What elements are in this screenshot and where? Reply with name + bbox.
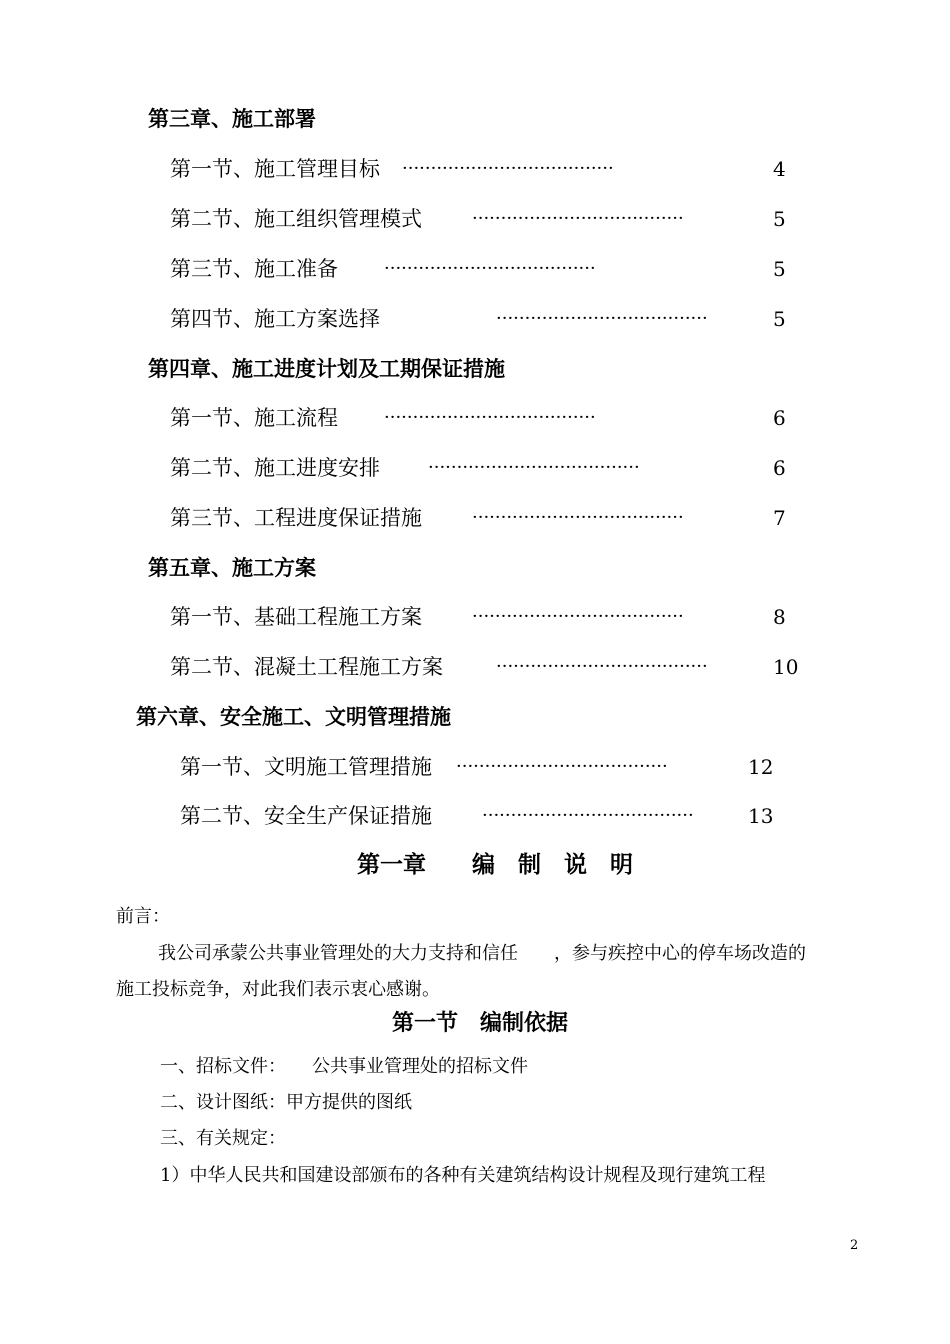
toc-section-title: 第一节、施工流程 xyxy=(170,406,338,430)
toc-section-title: 第一节、文明施工管理措施 xyxy=(180,755,432,779)
toc-page-number: 4 xyxy=(773,157,786,181)
toc-leader: ····································· xyxy=(472,507,684,528)
basis-item-label: 一、招标文件： xyxy=(160,1056,286,1077)
toc-chapter-4: 第四章、施工进度计划及工期保证措施 xyxy=(148,356,505,381)
toc-section-title: 第二节、混凝土工程施工方案 xyxy=(170,655,443,679)
toc-page-number: 12 xyxy=(748,755,774,779)
basis-item: 三、有关规定： xyxy=(160,1128,286,1149)
toc-chapter-5: 第五章、施工方案 xyxy=(148,555,316,580)
toc-leader: ····································· xyxy=(496,308,708,329)
basis-item-value: 公共事业管理处的招标文件 xyxy=(312,1056,528,1077)
toc-page-number: 10 xyxy=(773,655,799,679)
toc-section-title: 第一节、基础工程施工方案 xyxy=(170,605,422,629)
toc-page-number: 13 xyxy=(748,804,774,828)
preface-label: 前言： xyxy=(116,906,170,927)
basis-item: 二、设计图纸：甲方提供的图纸 xyxy=(160,1092,412,1113)
toc-section-title: 第一节、施工管理目标 xyxy=(170,157,380,181)
toc-page-number: 5 xyxy=(773,257,786,281)
basis-sub-item: 1）中华人民共和国建设部颁布的各种有关建筑结构设计规程及现行建筑工程 xyxy=(160,1165,766,1186)
toc-page-number: 8 xyxy=(773,605,786,629)
toc-leader: ····································· xyxy=(482,805,694,826)
toc-section-title: 第三节、施工准备 xyxy=(170,257,338,281)
toc-leader: ····································· xyxy=(472,208,684,229)
toc-chapter-6: 第六章、安全施工、文明管理措施 xyxy=(136,704,451,729)
page-number: 2 xyxy=(850,1238,859,1253)
toc-page-number: 7 xyxy=(773,506,786,530)
chapter-heading: 第一章 编 制 说 明 xyxy=(357,851,633,878)
toc-section-title: 第二节、安全生产保证措施 xyxy=(180,804,432,828)
toc-leader: ····································· xyxy=(496,656,708,677)
toc-leader: ····································· xyxy=(402,158,614,179)
toc-leader: ····································· xyxy=(384,407,596,428)
toc-leader: ····································· xyxy=(456,756,668,777)
toc-section-title: 第四节、施工方案选择 xyxy=(170,307,380,331)
toc-leader: ····································· xyxy=(384,258,596,279)
toc-section-title: 第三节、工程进度保证措施 xyxy=(170,506,422,530)
toc-page-number: 5 xyxy=(773,207,786,231)
section-heading: 第一节 编制依据 xyxy=(392,1010,569,1036)
toc-section-title: 第二节、施工组织管理模式 xyxy=(170,207,422,231)
toc-leader: ····································· xyxy=(428,457,640,478)
toc-page-number: 6 xyxy=(773,406,786,430)
toc-chapter-3: 第三章、施工部署 xyxy=(148,106,316,131)
toc-page-number: 5 xyxy=(773,307,786,331)
toc-page-number: 6 xyxy=(773,456,786,480)
preface-paragraph-line: 施工投标竞争，对此我们表示衷心感谢。 xyxy=(116,979,440,1000)
preface-paragraph-line: 我公司承蒙公共事业管理处的大力支持和信任 ，参与疾控中心的停车场改造的 xyxy=(158,943,806,964)
toc-section-title: 第二节、施工进度安排 xyxy=(170,456,380,480)
toc-leader: ····································· xyxy=(472,606,684,627)
